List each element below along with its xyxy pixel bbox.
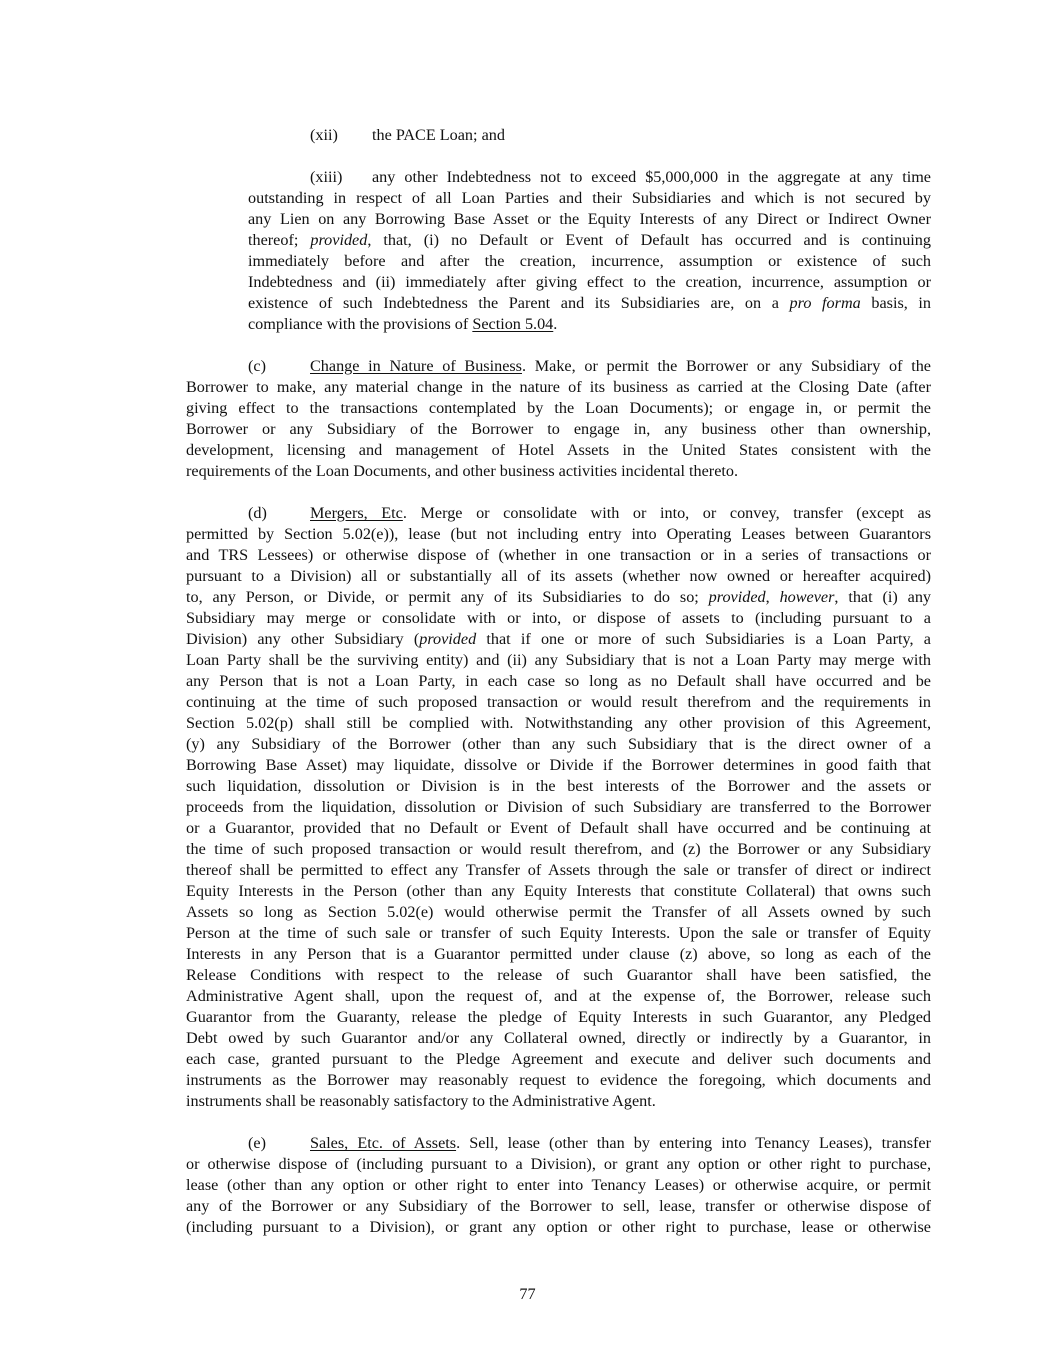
section-e-line: (including pursuant to a Division), or grant any option or other right to purchase, lease or otherwise: [186, 1218, 931, 1236]
section-e-line: or otherwise dispose of (including pursuant to a Division), or grant any option or other right to purchase,: [186, 1155, 931, 1173]
section-d-line: Release Conditions with respect to the release of such Guarantor shall have been satisfied, the: [186, 966, 931, 984]
clause-xiii-line: Indebtedness and (ii) immediately after giving effect to the creation, incurrence, assumption or: [248, 273, 931, 291]
section-d-line: Division) any other Subsidiary (provided that if one or more of such Subsidiaries is a Loan Party, a: [186, 630, 931, 648]
clause-xiii-line: immediately before and after the creation, incurrence, assumption or existence of such: [248, 252, 931, 270]
section-c-line: giving effect to the transactions contemplated by the Loan Documents); or engage in, or permit the: [186, 399, 931, 417]
section-d-line: Mergers, Etc. Merge or consolidate with or into, or convey, transfer (except as: [310, 504, 932, 522]
clause-xiii-label: (xiii): [310, 168, 343, 186]
section-d-line: Section 5.02(p) shall still be complied with. Notwithstanding any other provision of this Agreement,: [186, 714, 931, 732]
clause-xii-text: the PACE Loan; and: [372, 126, 505, 144]
section-c-line: Borrower or any Subsidiary of the Borrower to engage in, any business other than ownership,: [186, 420, 931, 438]
section-d-line: Assets so long as Section 5.02(e) would otherwise permit the Transfer of all Assets owned by such: [186, 903, 931, 921]
section-d-line: Loan Party shall be the surviving entity) and (ii) any Subsidiary that is not a Loan Party may merge with: [186, 651, 931, 669]
section-d-line: Guarantor from the Guaranty, release the pledge of Equity Interests in such Guarantor, any Pledged: [186, 1008, 931, 1026]
section-d-line: to, any Person, or Divide, or permit any of its Subsidiaries to do so; provided, however, that (i) any: [186, 588, 932, 606]
clause-xiii-line: compliance with the provisions of Section 5.04.: [248, 315, 558, 333]
section-d-line: such liquidation, dissolution or Division is in the best interests of the Borrower and the assets or: [186, 777, 931, 795]
section-d-line: (y) any Subsidiary of the Borrower (other than any such Subsidiary that is the direct owner of a: [186, 735, 931, 753]
section-c-line: development, licensing and management of Hotel Assets in the United States consistent with the: [186, 441, 931, 459]
section-d-line: or a Guarantor, provided that no Default or Event of Default shall have occurred and be continuing at: [186, 819, 931, 837]
section-e-line: any of the Borrower or any Subsidiary of the Borrower to sell, lease, transfer or otherwise dispose of: [186, 1197, 931, 1215]
page-number: 77: [519, 1285, 536, 1303]
section-d-line: Borrowing Base Asset) may liquidate, dissolve or Divide if the Borrower determines in good faith that: [186, 756, 931, 774]
section-d-line: continuing at the time of such proposed transaction or would result therefrom and the requirements in: [186, 693, 931, 711]
section-c-heading: Change in Nature of Business: [310, 357, 522, 375]
section-e-heading: Sales, Etc. of Assets: [310, 1134, 457, 1152]
section-d-line: Equity Interests in the Person (other than any Equity Interests that constitute Collateral) that owns such: [186, 882, 931, 900]
section-d-line: Person at the time of such sale or transfer of such Equity Interests. Upon the sale or transfer of Equity: [186, 924, 931, 942]
clause-xiii-line: outstanding in respect of all Loan Parties and their Subsidiaries and which is not secured by: [248, 189, 931, 207]
clause-xiii-line: any Lien on any Borrowing Base Asset or the Equity Interests of any Direct or Indirect Owner: [248, 210, 931, 228]
section-d-line: Debt owed by such Guarantor and/or any Collateral owned, directly or indirectly by a Guarantor, in: [186, 1029, 931, 1047]
section-d-line: any Person that is not a Loan Party, in each case so long as no Default shall have occurred and be: [186, 672, 931, 690]
section-d-line: proceeds from the liquidation, dissolution or Division of such Subsidiary are transferred to the Borrower: [186, 798, 931, 816]
section-c-line: Borrower to make, any material change in the nature of its business as carried at the Closing Date (after: [186, 378, 931, 396]
section-e-line: Sales, Etc. of Assets. Sell, lease (other than by entering into Tenancy Leases), transfer: [310, 1134, 932, 1152]
section-d-line: the time of such proposed transaction or would result therefrom, and (z) the Borrower or any Subsidiary: [186, 840, 931, 858]
section-e-line: lease (other than any option or other right to enter into Tenancy Leases) or otherwise acquire, or permit: [186, 1176, 931, 1194]
clause-xii-label: (xii): [310, 126, 338, 144]
section-5-04-reference: Section 5.04: [472, 315, 554, 333]
section-d-line: Administrative Agent shall, upon the request of, and at the expense of, the Borrower, release such: [186, 987, 931, 1005]
section-d-line: pursuant to a Division) all or substantially all of its assets (whether now owned or hereafter acquired): [186, 567, 931, 585]
clause-xiii-line: thereof; provided, that, (i) no Default or Event of Default has occurred and is continuing: [248, 231, 931, 249]
section-d-line: each case, granted pursuant to the Pledge Agreement and execute and deliver such documents and: [186, 1050, 931, 1068]
section-d-heading: Mergers, Etc: [310, 504, 403, 522]
clause-xiii-line: existence of such Indebtedness the Parent and its Subsidiaries are, on a pro forma basis, in: [248, 294, 932, 312]
section-d-line: instruments as the Borrower may reasonably request to evidence the foregoing, which documents and: [186, 1071, 931, 1089]
section-d-label: (d): [248, 504, 267, 522]
section-d-line: thereof shall be permitted to effect any Transfer of Assets through the sale or transfer of direct or indirect: [186, 861, 931, 879]
section-d-line: instruments shall be reasonably satisfactory to the Administrative Agent.: [186, 1092, 656, 1110]
section-c-line: Change in Nature of Business. Make, or permit the Borrower or any Subsidiary of the: [310, 357, 931, 375]
section-c-line: requirements of the Loan Documents, and other business activities incidental thereto.: [186, 462, 739, 480]
section-d-line: and TRS Lessees) or otherwise dispose of (whether in one transaction or in a series of transactions or: [186, 546, 931, 564]
clause-xiii-line: any other Indebtedness not to exceed $5,000,000 in the aggregate at any time: [372, 168, 931, 186]
section-c-label: (c): [248, 357, 266, 375]
section-d-line: Interests in any Person that is a Guarantor permitted under clause (z) above, so long as each of the: [186, 945, 931, 963]
section-e-label: (e): [248, 1134, 266, 1152]
section-d-line: Subsidiary may merge or consolidate with or into, or dispose of assets to (including pursuant to a: [186, 609, 931, 627]
section-d-line: permitted by Section 5.02(e)), lease (but not including entry into Operating Leases between Guarantors: [186, 525, 931, 543]
